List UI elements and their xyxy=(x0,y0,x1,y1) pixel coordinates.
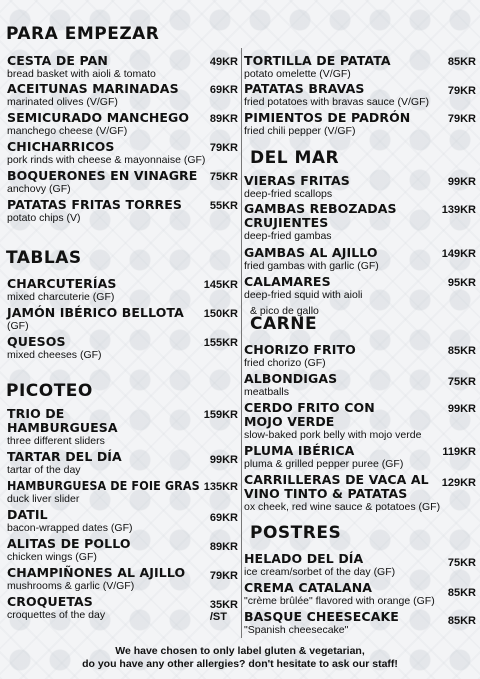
item-price: 145KR xyxy=(203,279,238,291)
menu-item-tortilla xyxy=(244,54,476,80)
menu-item-trio-hamburguesa xyxy=(0,407,238,447)
item-price: 85KR xyxy=(447,56,476,68)
item-desc: ox cheek, red wine sauce & potatoes (GF) xyxy=(244,501,441,513)
menu-item-aceitunas xyxy=(0,82,238,108)
item-desc: duck liver slider xyxy=(7,493,80,505)
item-name: CHAMPIÑONES AL AJILLO xyxy=(7,565,186,580)
item-price: 79KR xyxy=(447,113,476,125)
menu-item-alitas xyxy=(0,537,238,563)
item-price: 69KR xyxy=(209,84,238,96)
item-price: 159KR xyxy=(203,409,238,421)
item-name: HAMBURGUESA DE FOIE GRAS xyxy=(7,478,200,493)
item-desc: fried gambas with garlic (GF) xyxy=(244,260,379,272)
item-name: SEMICURADO MANCHEGO xyxy=(7,110,190,125)
item-desc: manchego cheese (V/GF) xyxy=(7,125,128,137)
item-desc: pluma & grilled pepper puree (GF) xyxy=(244,458,404,470)
item-price-amount: 35KR xyxy=(209,599,238,611)
item-name: TARTAR DEL DÍA xyxy=(7,449,122,464)
item-price: 95KR xyxy=(447,277,476,289)
menu-item-crema-catalana xyxy=(244,581,476,607)
item-desc: (GF) xyxy=(7,320,29,332)
menu-item-chorizo xyxy=(244,343,476,369)
item-price: 75KR xyxy=(447,557,476,569)
menu-item-cesta-de-pan xyxy=(0,54,238,80)
item-name: CERDO FRITO CON MOJO VERDE xyxy=(244,400,375,429)
item-name: DATIL xyxy=(7,507,48,522)
menu-item-chicharricos xyxy=(0,140,238,166)
menu-item-croquetas xyxy=(0,595,238,621)
item-desc: bacon-wrapped dates (GF) xyxy=(7,522,133,534)
menu-item-datil xyxy=(0,508,238,534)
item-name: GAMBAS REBOZADAS CRUJIENTES xyxy=(244,201,397,230)
item-desc: bread basket with aioli & tomato xyxy=(7,68,156,80)
item-desc: mixed charcuterie (GF) xyxy=(7,291,115,303)
item-price: 155KR xyxy=(203,337,238,349)
item-price: 89KR xyxy=(209,541,238,553)
menu-item-gambas-rebozadas xyxy=(244,202,476,242)
menu-item-cerdo-frito xyxy=(244,401,476,441)
item-desc: "Spanish cheesecake" xyxy=(244,624,349,636)
item-desc: fried chorizo (GF) xyxy=(244,357,326,369)
item-price: 85KR xyxy=(447,615,476,627)
menu-item-pimientos xyxy=(244,111,476,137)
menu-item-carrilleras xyxy=(244,473,476,513)
item-name: GAMBAS AL AJILLO xyxy=(244,245,378,260)
item-price: 119KR xyxy=(442,446,476,458)
menu-item-cheesecake xyxy=(244,610,476,636)
item-desc: pork rinds with cheese & mayonnaise (GF) xyxy=(7,154,206,166)
item-price: 135KR xyxy=(203,481,238,493)
item-price: 129KR xyxy=(441,477,476,489)
menu-item-vieras xyxy=(244,174,476,200)
menu-item-calamares xyxy=(244,275,476,301)
menu-item-gambas-ajillo xyxy=(244,246,476,272)
item-price: 55KR xyxy=(209,200,238,212)
item-desc: meatballs xyxy=(244,386,289,398)
section-heading-carne: CARNE xyxy=(250,314,318,334)
item-name: CREMA CATALANA xyxy=(244,580,373,595)
menu-item-jamon xyxy=(0,306,238,332)
item-name: VIERAS FRITAS xyxy=(244,173,350,188)
item-desc: ice cream/sorbet of the day (GF) xyxy=(244,566,396,578)
item-desc: chicken wings (GF) xyxy=(7,551,97,563)
section-heading-del-mar: DEL MAR xyxy=(250,148,340,168)
item-desc: croquettes of the day xyxy=(7,609,106,621)
item-desc: anchovy (GF) xyxy=(7,183,71,195)
menu-item-quesos xyxy=(0,335,238,361)
menu-item-helado xyxy=(244,552,476,578)
item-name: BASQUE CHEESECAKE xyxy=(244,609,399,624)
item-price: 150KR xyxy=(203,308,238,320)
item-name: JAMÓN IBÉRICO BELLOTA xyxy=(7,305,184,320)
item-price: 99KR xyxy=(447,403,476,415)
item-price: 85KR xyxy=(447,345,476,357)
item-desc: mushrooms & garlic (V/GF) xyxy=(7,580,135,592)
item-price: 85KR xyxy=(447,587,476,599)
menu-item-patatas-fritas xyxy=(0,198,238,224)
footer-line-1: We have chosen to only label gluten & vegetarian, xyxy=(115,645,365,657)
item-name: BOQUERONES EN VINAGRE xyxy=(7,168,198,183)
item-name: CHICHARRICOS xyxy=(7,139,115,154)
menu-item-patatas-bravas xyxy=(244,82,476,108)
item-name: PIMIENTOS DE PADRÓN xyxy=(244,110,411,125)
item-name: HELADO DEL DÍA xyxy=(244,551,364,566)
item-price: 75KR xyxy=(447,376,476,388)
item-name: CROQUETAS xyxy=(7,594,93,609)
item-name: PATATAS BRAVAS xyxy=(244,81,365,96)
item-price: 79KR xyxy=(447,85,476,97)
menu-item-charcuterias xyxy=(0,277,238,303)
item-name: ACEITUNAS MARINADAS xyxy=(7,81,179,96)
item-desc: tartar of the day xyxy=(7,464,81,476)
menu-item-boquerones xyxy=(0,169,238,195)
item-price-unit: /ST xyxy=(209,611,227,623)
item-name: ALITAS DE POLLO xyxy=(7,536,131,551)
footer-line-2: do you have any other allergies? don't hesitate to ask our staff! xyxy=(82,658,398,670)
item-name: PATATAS FRITAS TORRES xyxy=(7,197,183,212)
item-desc: deep-fried gambas xyxy=(244,230,332,242)
section-heading-picoteo: PICOTEO xyxy=(6,381,93,401)
item-price: 89KR xyxy=(209,113,238,125)
section-heading-tablas: TABLAS xyxy=(6,248,82,268)
item-desc: fried potatoes with bravas sauce (V/GF) xyxy=(244,96,429,108)
item-desc: fried chili pepper (V/GF) xyxy=(244,125,356,137)
item-desc: potato omelette (V/GF) xyxy=(244,68,351,80)
allergy-footer xyxy=(0,645,480,671)
item-name: CARRILLERAS DE VACA AL VINO TINTO & PATATAS xyxy=(244,472,429,501)
column-divider xyxy=(241,48,242,638)
item-price: 149KR xyxy=(441,248,476,260)
item-name: CHORIZO FRITO xyxy=(244,342,356,357)
item-desc: deep-fried scallops xyxy=(244,188,333,200)
item-desc: mixed cheeses (GF) xyxy=(7,349,102,361)
item-name: CHARCUTERÍAS xyxy=(7,276,117,291)
item-name: CALAMARES xyxy=(244,274,331,289)
item-price: 75KR xyxy=(209,171,238,183)
item-desc: potato chips (V) xyxy=(7,212,81,224)
menu-item-foie-gras xyxy=(0,479,238,505)
item-price: 79KR xyxy=(209,142,238,154)
item-name: ALBONDIGAS xyxy=(244,371,338,386)
item-desc: slow-baked pork belly with mojo verde xyxy=(244,429,422,441)
item-price: 139KR xyxy=(441,204,476,216)
item-name: TORTILLA DE PATATA xyxy=(244,53,391,68)
item-desc-continued: & pico de gallo xyxy=(250,305,319,317)
item-price: 79KR xyxy=(209,570,238,582)
menu-item-tartar xyxy=(0,450,238,476)
item-name: QUESOS xyxy=(7,334,66,349)
item-price: 99KR xyxy=(447,176,476,188)
item-desc: marinated olives (V/GF) xyxy=(7,96,118,108)
item-price: 69KR xyxy=(209,512,238,524)
item-desc: three different sliders xyxy=(7,435,105,447)
item-price: 49KR xyxy=(209,56,238,68)
section-heading-postres: POSTRES xyxy=(250,523,342,543)
menu-item-champinones xyxy=(0,566,238,592)
item-name: CESTA DE PAN xyxy=(7,53,108,68)
menu-item-pluma-iberica xyxy=(244,444,476,470)
item-price: 99KR xyxy=(209,454,238,466)
item-price xyxy=(210,599,238,623)
menu-item-manchego xyxy=(0,111,238,137)
item-name: PLUMA IBÉRICA xyxy=(244,443,355,458)
item-name: TRIO DE HAMBURGUESA xyxy=(7,406,118,435)
item-desc: deep-fried squid with aioli xyxy=(244,289,363,301)
menu-item-albondigas xyxy=(244,372,476,398)
section-heading-para-empezar: PARA EMPEZAR xyxy=(6,24,160,44)
item-desc: "crème brûlée" flavored with orange (GF) xyxy=(244,595,435,607)
